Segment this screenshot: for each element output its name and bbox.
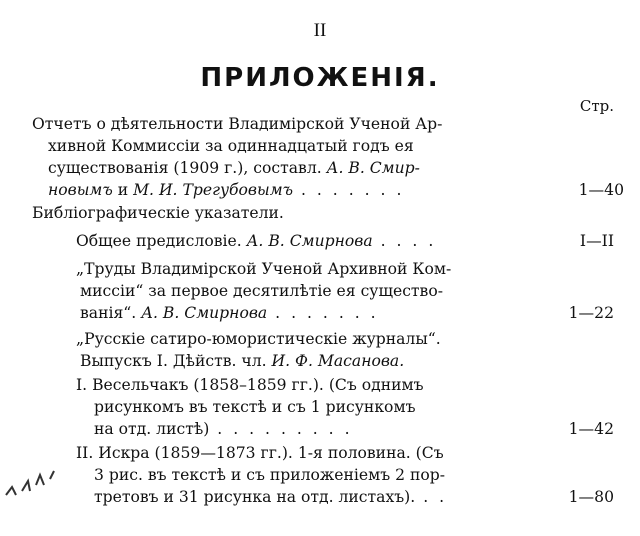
leader-dots: . . [415,488,448,506]
toc-entry-report [32,113,508,201]
margin-scribble-icon [2,465,82,505]
line-text: хивной Коммиссіи за одиннадцатый годъ ея [48,137,414,155]
page-range: 1—40 [578,181,624,199]
page-range: I—II [579,232,614,250]
entry-line [76,350,508,372]
line-text: на отд. листѣ) [94,420,210,438]
entry-line [76,258,508,280]
leader-dots: . . . . . . . [293,181,405,199]
page-column-header: Стр. [579,97,614,115]
entry-line [32,202,508,224]
page-range: 1—42 [568,420,614,438]
entry-line [32,157,508,179]
line-text: 3 рис. въ текстѣ и съ приложеніемъ 2 пор- [94,466,446,484]
line-text: Отчетъ о дѣятельности Владимірской Ученой Ар- [32,115,443,133]
line-text: третовъ и 31 рисунка на отд. листахъ). [94,488,416,506]
entry-line [76,280,508,302]
line-text: ванія“. [80,304,142,322]
entry-line [76,418,508,440]
author-name: М. И. Трегубовымъ [133,181,294,199]
author-name: новымъ [48,181,113,199]
line-text: Общее предисловіе. [76,232,247,250]
entry-line [76,328,508,350]
author-name: А. В. Смир- [326,159,420,177]
page-title: ПРИЛОЖЕНІЯ. [200,63,440,93]
line-text: I. Весельчакъ (1858–1859 гг.). (Съ однимъ [76,376,424,394]
page-number: II [313,20,327,41]
toc-entry-iskra [76,442,508,508]
toc-entry-veselchak [76,374,508,440]
entry-line [32,179,508,201]
toc-entry-journals [76,328,508,372]
entry-line [32,113,508,135]
toc-entry-trudy [76,258,508,324]
entry-line [76,230,508,252]
author-name: А. В. Смирнова [246,232,373,250]
entry-line [76,442,508,464]
entry-line [76,464,508,486]
line-text: рисункомъ въ текстѣ и съ 1 рисункомъ [94,398,416,416]
author-name: А. В. Смирнова [141,304,268,322]
entry-line [76,374,508,396]
page-range: 1—80 [568,488,614,506]
toc-section-bibliography [32,202,508,224]
line-text: существованія (1909 г.), составл. [48,159,327,177]
line-text: и [112,181,134,199]
toc-entry-preface [76,230,508,252]
leader-dots: . . . . [372,232,437,250]
line-text: Библіографическіе указатели. [32,204,284,222]
entry-line [76,396,508,418]
line-text: „Русскіе сатиро-юмористическіе журналы“. [76,330,441,348]
page-range: 1—22 [568,304,614,322]
leader-dots: . . . . . . . . . [209,420,353,438]
leader-dots: . . . . . . . [267,304,379,322]
entry-line [76,302,508,324]
line-text: II. Искра (1859—1873 гг.). 1-я половина. (Съ [76,444,444,462]
line-text: „Труды Владимірской Ученой Архивной Ком- [76,260,452,278]
entry-line [32,135,508,157]
line-text: Выпускъ І. Дѣйств. чл. [80,352,272,370]
entry-line [76,486,508,508]
line-text: миссіи“ за первое десятилѣтіе ея существо- [80,282,443,300]
author-name: И. Ф. Масанова. [271,352,405,370]
